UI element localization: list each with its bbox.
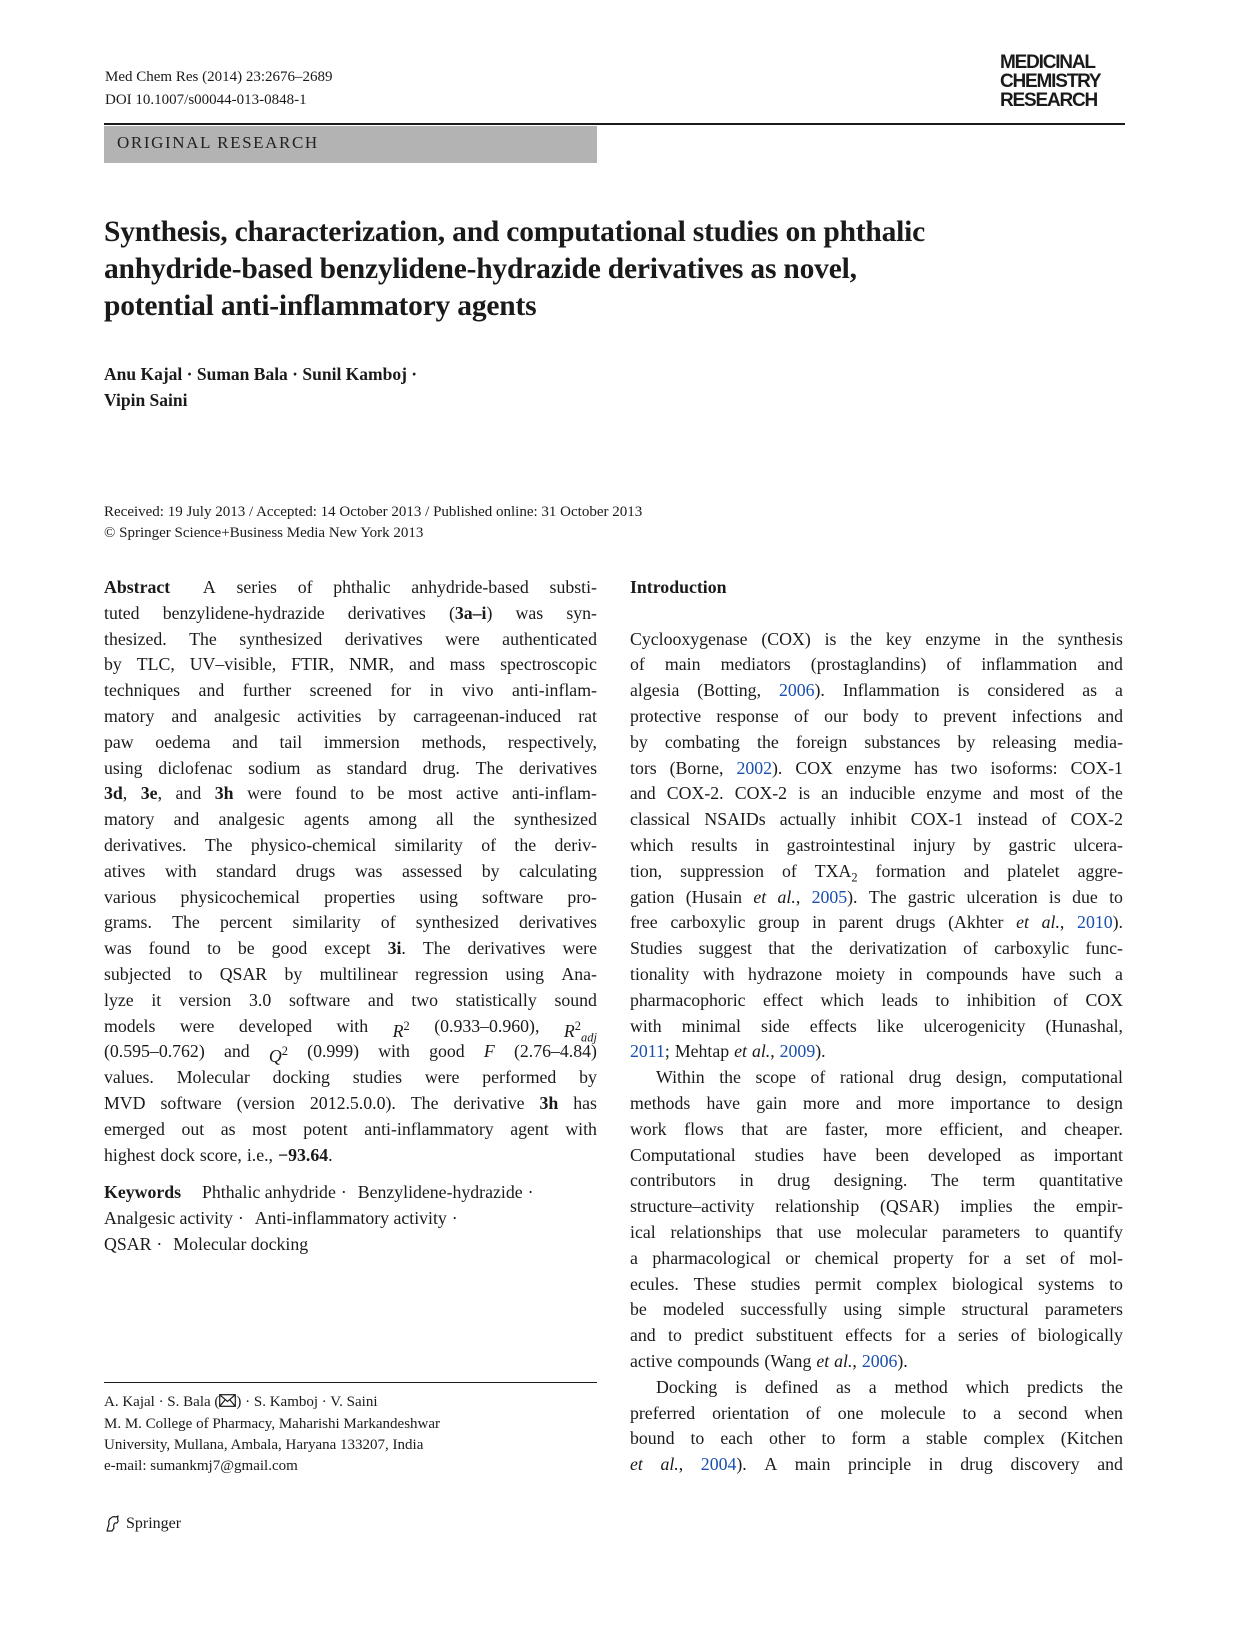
text-line: classical NSAIDs actually inhibit COX-1 instead of COX-2	[630, 809, 1123, 830]
text-line: paw oedema and tail immersion methods, respectively,	[104, 731, 597, 752]
logo-line-3: RESEARCH	[1000, 90, 1098, 111]
title-line: anhydride-based benzylidene-hydrazide derivatives as novel,	[104, 253, 857, 285]
text-line: Abstract A series of phthalic anhydride-based substi-	[104, 575, 597, 601]
text-line: grams. The percent similarity of synthesized derivatives	[104, 912, 597, 933]
text-line: by TLC, UV–visible, FTIR, NMR, and mass spectroscopic	[104, 654, 597, 675]
title-line: potential anti-inflammatory agents	[104, 290, 537, 322]
springer-horse-icon	[104, 1515, 122, 1533]
text-line: preferred orientation of one molecule to a second when	[630, 1402, 1123, 1423]
text-line: tion, suppression of $TXA_2$ formation and platelet aggre-	[630, 860, 1123, 885]
text-line: matory and analgesic activities by carrageenan-induced rat	[104, 705, 597, 726]
text-line: pharmacophoric effect which leads to inhibition of COX	[630, 989, 1123, 1010]
text-line: Cyclooxygenase (COX) is the key enzyme in the synthesis	[630, 628, 1123, 649]
text-line: a pharmacological or chemical property for a set of mol-	[630, 1247, 1123, 1268]
text-line: bound to each other to form a stable complex (Kitchen	[630, 1428, 1123, 1449]
introduction-section	[630, 575, 1123, 1478]
publication-dates	[104, 502, 642, 544]
author-list	[104, 361, 417, 413]
text-line: ecules. These studies permit complex biological systems to	[630, 1273, 1123, 1294]
header-divider	[104, 123, 1125, 125]
keyword: Molecular docking	[173, 1233, 309, 1254]
keywords-line: QSAR · Molecular docking	[104, 1232, 597, 1258]
text-line: tionality with hydrazone moiety in compounds have such a	[630, 963, 1123, 984]
text-line: free carboxylic group in parent drugs (Akhter et al., 2010).	[630, 912, 1123, 933]
affiliation-address: University, Mullana, Ambala, Haryana 133207, India	[104, 1437, 424, 1453]
text-line: algesia (Botting, 2006). Inflammation is considered as a	[630, 680, 1123, 701]
text-line: protective response of our body to prevent infections and	[630, 705, 1123, 726]
text-line: lyze it version 3.0 software and two statistically sound	[104, 989, 597, 1010]
logo-line-2: CHEMISTRY	[1000, 71, 1101, 92]
text-line: ical relationships that use molecular parameters to quantify	[630, 1221, 1123, 1242]
affiliation-institution: M. M. College of Pharmacy, Maharishi Markandeshwar	[104, 1416, 441, 1432]
logo-line-1: MEDICINAL	[1000, 52, 1095, 73]
text-line: (0.595–0.762) and $Q^2$ (0.999) with good F (2.76–4.84)	[104, 1041, 597, 1067]
copyright: © Springer Science+Business Media New York 2013	[104, 525, 424, 541]
text-line: 3d, 3e, and 3h were found to be most active anti-inflam-	[104, 783, 597, 804]
text-line: and COX-2. COX-2 is an inducible enzyme and most of the	[630, 783, 1123, 804]
text-line: subjected to QSAR by multilinear regression using Ana-	[104, 963, 597, 984]
section-heading: Introduction	[630, 577, 727, 597]
text-line: and to predict substituent effects for a series of biologically	[630, 1325, 1123, 1346]
text-line: tuted benzylidene-hydrazide derivatives (3a–i) was syn-	[104, 602, 597, 623]
authors-line-1: Anu Kajal · Suman Bala · Sunil Kamboj ·	[104, 364, 418, 384]
text-line: which results in gastrointestinal injury by gastric ulcera-	[630, 834, 1123, 855]
affiliation	[104, 1392, 440, 1477]
text-line: values. Molecular docking studies were performed by	[104, 1067, 597, 1088]
affiliation-authors	[104, 1392, 440, 1414]
text-line: was found to be good except 3i. The derivatives were	[104, 938, 597, 959]
text-line: highest dock score, i.e., −93.64.	[104, 1144, 333, 1165]
envelope-icon[interactable]	[219, 1393, 236, 1414]
text-line: Computational studies have been developed as important	[630, 1144, 1123, 1165]
text-line: thesized. The synthesized derivatives were authenticated	[104, 628, 597, 649]
text-line: with minimal side effects like ulcerogenicity (Hunashal,	[630, 1015, 1123, 1036]
abstract-label: Abstract	[104, 577, 171, 597]
text-line: et al., 2004). A main principle in drug discovery and	[630, 1454, 1123, 1475]
keywords-line: Keywords Phthalic anhydride · Benzylidene-hydrazide ·	[104, 1180, 597, 1206]
text-line: Studies suggest that the derivatization of carboxylic func-	[630, 938, 1123, 959]
journal-citation	[105, 66, 332, 112]
text-line: gation (Husain et al., 2005). The gastric ulceration is due to	[630, 886, 1123, 907]
history-dates: Received: 19 July 2013 / Accepted: 14 October 2013 / Published online: 31 October 2013	[104, 504, 643, 520]
journal-reference: Med Chem Res (2014) 23:2676–2689	[105, 69, 333, 85]
text-line: matory and analgesic agents among all the synthesized	[104, 809, 597, 830]
publisher-footer	[104, 1515, 181, 1533]
contact-email[interactable]: e-mail: sumankmj7@gmail.com	[104, 1458, 298, 1474]
keyword: Analgesic activity	[104, 1207, 233, 1228]
authors-line-2: Vipin Saini	[104, 390, 188, 410]
affiliation-authors-start: A. Kajal · S. Bala (	[104, 1394, 220, 1410]
title-line: Synthesis, characterization, and computational studies on phthalic	[104, 216, 926, 248]
text-line: structure–activity relationship (QSAR) implies the empir-	[630, 1196, 1123, 1217]
category-label: ORIGINAL RESEARCH	[117, 133, 319, 152]
text-line: methods have gain more and more importance to design	[630, 1092, 1123, 1113]
affiliation-authors-end: ) · S. Kamboj · V. Saini	[236, 1394, 378, 1410]
keyword: QSAR	[104, 1233, 152, 1254]
text-line: using diclofenac sodium as standard drug. The derivatives	[104, 757, 597, 778]
keywords-line: Analgesic activity · Anti-inflammatory activity ·	[104, 1206, 597, 1232]
text-line: 2011; Mehtap et al., 2009).	[630, 1041, 826, 1062]
text-line: derivatives. The physico-chemical similarity of the deriv-	[104, 834, 597, 855]
keywords-label: Keywords	[104, 1182, 182, 1202]
category-band	[104, 126, 597, 163]
introduction-body	[630, 627, 1123, 1478]
text-line: be modeled successfully using simple structural parameters	[630, 1299, 1123, 1320]
abstract	[104, 575, 597, 1168]
doi[interactable]: DOI 10.1007/s00044-013-0848-1	[105, 92, 307, 108]
text-line: MVD software (version 2012.5.0.0). The derivative 3h has	[104, 1092, 597, 1113]
publisher-name: Springer	[126, 1515, 182, 1532]
text-line: techniques and further screened for in vivo anti-inflam-	[104, 680, 597, 701]
affiliation-divider	[104, 1382, 597, 1383]
text-line: Within the scope of rational drug design, computational	[656, 1067, 1123, 1088]
article-title	[104, 214, 1124, 325]
text-line: models were developed with $R^2$ (0.933–0.960), $R^2_{adj}$	[104, 1015, 597, 1045]
text-line: active compounds (Wang et al., 2006).	[630, 1350, 908, 1371]
text-line: by combating the foreign substances by releasing media-	[630, 731, 1123, 752]
text-line: atives with standard drugs was assessed by calculating	[104, 860, 597, 881]
text-line: contributors in drug designing. The term quantitative	[630, 1170, 1123, 1191]
keyword: Phthalic anhydride	[202, 1182, 336, 1202]
text-line: emerged out as most potent anti-inflammatory agent with	[104, 1118, 597, 1139]
keywords	[104, 1180, 597, 1257]
keyword: Anti-inflammatory activity	[254, 1207, 447, 1228]
text-line: various physicochemical properties using software pro-	[104, 886, 597, 907]
journal-logo	[1000, 53, 1125, 110]
text-line: work flows that are faster, more efficient, and cheaper.	[630, 1118, 1123, 1139]
text-line: of main mediators (prostaglandins) of inflammation and	[630, 654, 1123, 675]
text-line: Docking is defined as a method which predicts the	[656, 1376, 1123, 1397]
keyword: Benzylidene-hydrazide	[357, 1182, 523, 1202]
text-line: tors (Borne, 2002). COX enzyme has two isoforms: COX-1	[630, 757, 1123, 778]
